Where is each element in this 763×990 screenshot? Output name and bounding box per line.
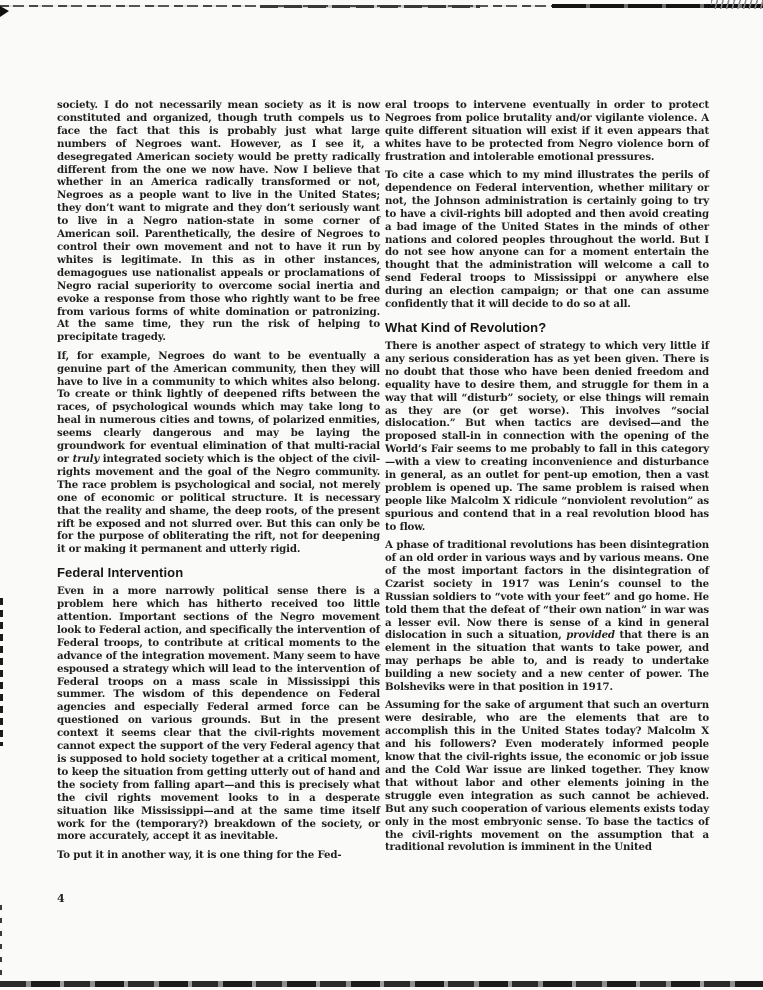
- paragraph: eral troops to intervene eventually in order to protect Negroes from police brutality and/or vigilante violence. A quite different situation will exist if it even appears that whites have to be protected from Negro violence born of frustration and intolerable emotional pressures.: [385, 99, 709, 163]
- paragraph: A phase of traditional revolutions has been disintegration of an old order in various ways and by various means. One of the most important factors in the disintegration of Czarist society in 1917 was Lenin’s counsel to the Russian soldiers to “vote with your feet” and go home. He told them that the defeat of “their own nation” in war was a lesser evil. Now there is sense of a kind in general dislocation in such a situation, provided that there is an element in the situation that wants to take power, and may perhaps be able to, and is ready to undertake building a new society and a new center of power. The Bolsheviks were in that position in 1917.: [385, 539, 709, 694]
- scan-artifact-top-edge-dark: [552, 4, 763, 8]
- section-heading-federal-intervention: Federal Intervention: [57, 565, 184, 581]
- text-column-right: [385, 99, 709, 860]
- paragraph: There is another aspect of strategy to which very little if any serious consideration has as yet been given. There is no doubt that those who have been denied freedom and equality have to desire them, and struggle for them in a way that will “disturb” society, or else things will remain as they are (or get worse). This involves “social dislocation.” But when tactics are devised—and the proposed stall-in in connection with the opening of the World’s Fair seems to me probably to fall in this category—with a view to creating inconvenience and disturbance in general, as an outlet for pent-up emotion, then a vast problem is opened up. The same problem is raised when people like Malcolm X ridicule “nonviolent revolution” as spurious and contend that in a real revolution blood has to flow.: [385, 340, 709, 533]
- scan-artifact-top-edge-mid: [260, 5, 480, 8]
- scan-artifact-top-edge: [0, 5, 763, 7]
- paragraph: Even in a more narrowly political sense there is a problem here which has hitherto received too little attention. Important sections of the Negro movement look to Federal action, and specifically the intervention of Federal troops, to contribute at critical moments to the advance of the integration movement. Many seem to have espoused a strategy which will lead to the intervention of Federal troops on a mass scale in Mississippi this summer. The wisdom of this dependence on Federal agencies and especially Federal armed force can be questioned on various grounds. But in the present context it seems clear that the civil-rights movement cannot expect the support of the very Federal agency that is supposed to hold society together at a critical moment, to keep the situation from getting utterly out of hand and the society from falling apart—and this is precisely what the civil rights movement looks to in a desperate situation like Mississippi—and at the same time itself work for the (temporary?) breakdown of the society, or more accurately, accept it as inevitable.: [57, 585, 380, 843]
- paragraph: To put it in another way, it is one thing for the Fed-: [57, 848, 342, 861]
- section-heading-what-kind-of-revolution: What Kind of Revolution?: [385, 320, 547, 335]
- page-number: 4: [57, 892, 65, 905]
- text-column-left: [57, 99, 380, 867]
- paragraph: Assuming for the sake of argument that such an overturn were desirable, who are the elements that are to accomplish this in the United States today? Malcolm X and his followers? Even moderately informed people know that the civil-rights issue, the economic or job issue and the Cold War issue are linked together. They know that without labor and other elements joining in the struggle even integration as such cannot be achieved. But any such cooperation of various elements exists today only in the most embryonic sense. To base the tactics of the civil-rights movement on the assumption that a traditional revolution is imminent in the United: [385, 699, 709, 854]
- paragraph: If, for example, Negroes do want to be eventually a genuine part of the American community, then they will have to live in a community to which whites also belong. To create or think lightly of deepened rifts between the races, of psychological wounds which may take long to heal in numerous cities and towns, of polarized enmities, seems clearly dangerous and may be laying the groundwork for eventual elimination of that multi-racial or truly integrated society which is the object of the civil-rights movement and the goal of the Negro community. The race problem is psychological and social, not merely one of economic or political structure. It is necessary that the reality and shame, the deep roots, of the present rift be exposed and not slurred over. But this can only be for the purpose of obliterating the rift, not for deepening it or making it permanent and utterly rigid.: [57, 349, 380, 556]
- scan-artifact-left-edge-marks-lower: [0, 905, 2, 977]
- scan-artifact-bottom-edge: [0, 981, 763, 987]
- paragraph: To cite a case which to my mind illustrates the perils of dependence on Federal intervention, whether military or not, the Johnson administration is certainly going to try to have a civil-rights bill adopted and then avoid creating a bad image of the United States in the minds of other nations and colored peoples throughout the world. But I do not see how anyone can for a moment entertain the thought that the administration will welcome a call to send Federal troops to Mississippi or anywhere else during an election campaign; or that one can assume confidently that it will decide to do so at all.: [385, 169, 709, 311]
- scan-artifact-left-edge-marks: [0, 598, 3, 746]
- scan-artifact-left-triangle: [0, 6, 9, 17]
- scan-artifact-corner-dashes: [711, 0, 763, 9]
- paragraph: society. I do not necessarily mean society as it is now constituted and organized, though truth compels us to face the fact that this is probably just what large numbers of Negroes want. However, as I see it, a desegregated American society would be pretty radically different from the one we now have. Now I believe that whether in an America radically transformed or not, Negroes as a people want to live in the United States; they don’t want to migrate and they don’t seriously want to live in a Negro nation-state in some corner of American soil. Parenthetically, the desire of Negroes to control their own movement and not to have it run by whites is legitimate. In this as in other instances, demagogues use nationalist appeals or proclamations of Negro racial superiority to overcome social inertia and evoke a response from those who rightly want to be free from various forms of white domination or patronizing. At the same time, they run the risk of helping to precipitate tragedy.: [57, 99, 380, 344]
